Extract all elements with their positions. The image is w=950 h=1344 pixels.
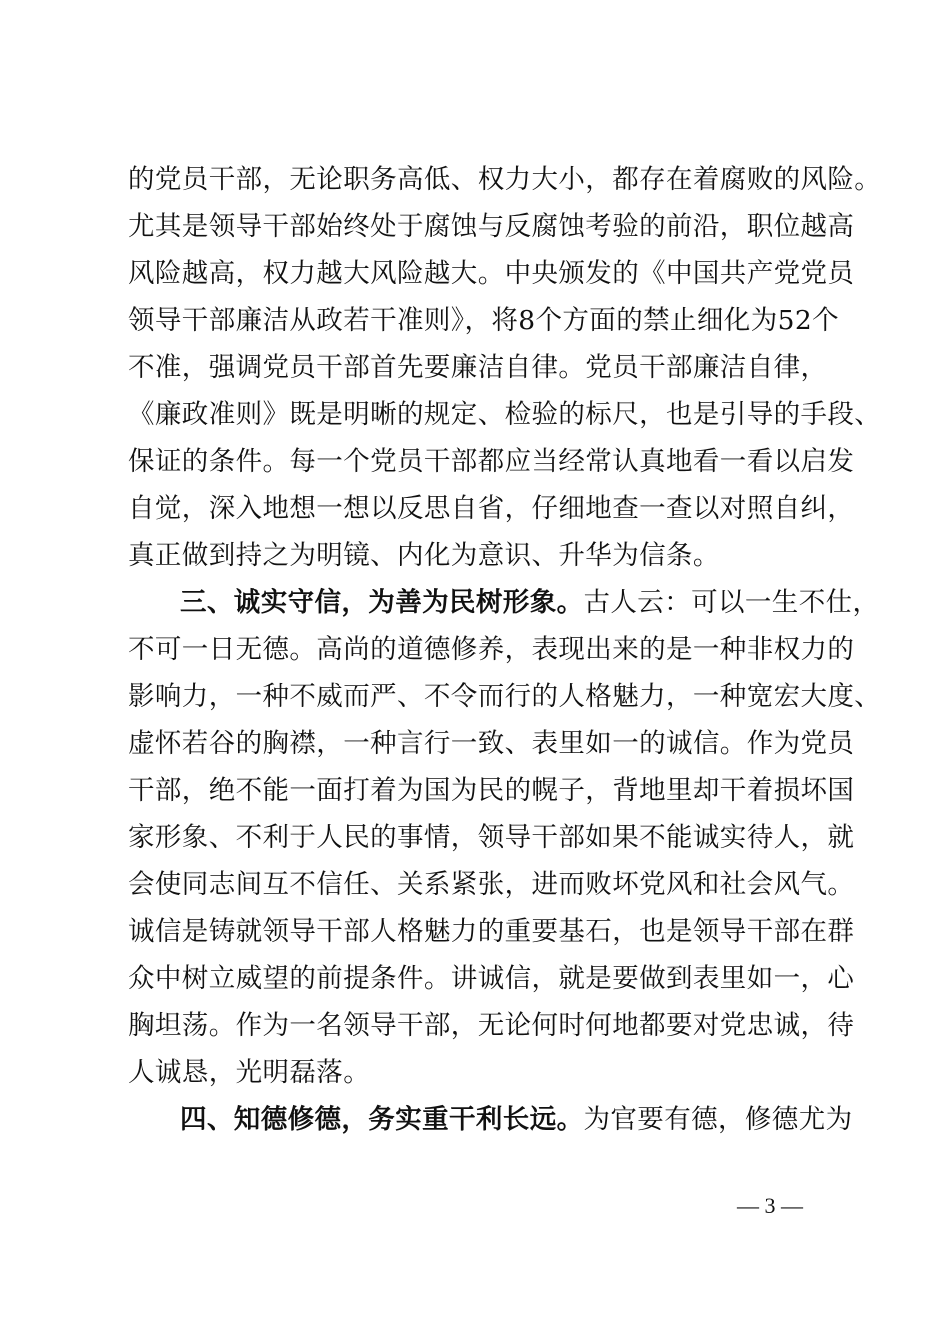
paragraph-line: 众中树立威望的前提条件。讲诚信，就是要做到表里如一，心	[128, 963, 855, 994]
paragraph-line: 《廉政准则》既是明晰的规定、检验的标尺，也是引导的手段、	[128, 399, 882, 430]
paragraph-line: 人诚恳，光明磊落。	[128, 1057, 371, 1088]
section-3-heading: 三、诚实守信，为善为民树形象。	[180, 587, 584, 618]
paragraph-line: 干部，绝不能一面打着为国为民的幌子，背地里却干着损坏国	[128, 775, 855, 806]
body-text	[128, 156, 882, 1143]
paragraph-line: 胸坦荡。作为一名领导干部，无论何时何地都要对党忠诚，待	[128, 1010, 855, 1041]
paragraph-line: 虚怀若谷的胸襟，一种言行一致、表里如一的诚信。作为党员	[128, 728, 855, 759]
paragraph-line: 家形象、不利于人民的事情，领导干部如果不能诚实待人，就	[128, 822, 855, 853]
section-4-heading: 四、知德修德，务实重干利长远。	[180, 1104, 584, 1135]
page-number: — 3 —	[737, 1193, 803, 1218]
paragraph-line: 诚信是铸就领导干部人格魅力的重要基石，也是领导干部在群	[128, 916, 855, 947]
paragraph-line: 不可一日无德。高尚的道德修养，表现出来的是一种非权力的	[128, 634, 855, 665]
paragraph-line: 真正做到持之为明镜、内化为意识、升华为信条。	[128, 540, 720, 571]
paragraph-line: 领导干部廉洁从政若干准则》，将8个方面的禁止细化为52个	[128, 305, 840, 336]
paragraph-line: 自觉，深入地想一想以反思自省，仔细地查一查以对照自纠，	[128, 493, 855, 524]
paragraph-line: 尤其是领导干部始终处于腐蚀与反腐蚀考验的前沿，职位越高	[128, 211, 855, 242]
section-4-first-line	[128, 1096, 853, 1143]
paragraph-line: 影响力，一种不威而严、不令而行的人格魅力，一种宽宏大度、	[128, 681, 882, 712]
paragraph-line: 不准，强调党员干部首先要廉洁自律。党员干部廉洁自律，	[128, 352, 828, 383]
paragraph-line: 的党员干部，无论职务高低、权力大小，都存在着腐败的风险。	[128, 164, 882, 195]
paragraph-line: 风险越高，权力越大风险越大。中央颁发的《中国共产党党员	[128, 258, 855, 289]
section-4-first-line-text: 为官要有德，修德尤为	[583, 1104, 853, 1135]
paragraph-line: 保证的条件。每一个党员干部都应当经常认真地看一看以启发	[128, 446, 855, 477]
paragraph-line: 会使同志间互不信任、关系紧张，进而败坏党风和社会风气。	[128, 869, 855, 900]
section-3-first-line-text: 古人云：可以一生不仕，	[583, 587, 880, 618]
section-3-first-line	[128, 579, 880, 626]
